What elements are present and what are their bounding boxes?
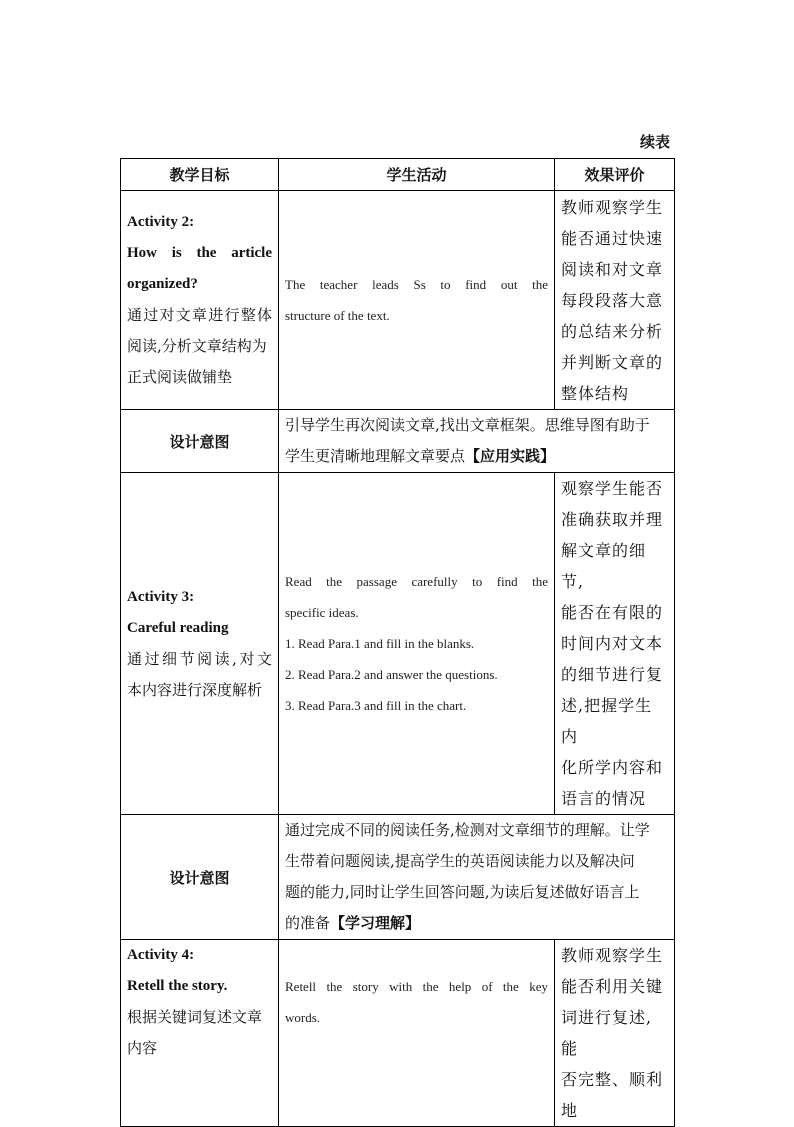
evaluation-text: 教师观察学生 (561, 946, 664, 965)
continued-label: 续表 (640, 133, 671, 151)
objective-desc: 阅读,分析文章结构为 (127, 337, 267, 355)
intent-line: 生带着问题阅读,提高学生的英语阅读能力以及解决问 (285, 852, 635, 870)
evaluation-text: 观察学生能否 (561, 479, 664, 498)
activity-text: 2. Read Para.2 and answer the questions. (285, 667, 498, 682)
table-row (121, 191, 675, 410)
evaluation-text: 时间内对文本 (561, 634, 664, 653)
lesson-plan-table (120, 158, 675, 1127)
evaluation-text: 的总结来分析 (561, 321, 664, 341)
evaluation-text: 每段段落大意 (561, 290, 664, 310)
evaluation-text: 教师观察学生 (561, 197, 664, 217)
objective-desc: 内容 (127, 1039, 158, 1057)
evaluation-text: 述,把握学生内 (561, 696, 653, 746)
evaluation-text: 能否在有限的 (561, 603, 664, 622)
objective-desc: 通过细节阅读,对文 (127, 649, 272, 668)
design-intent-label: 设计意图 (121, 410, 279, 473)
evaluation-cell (555, 191, 675, 410)
intent-line: 通过完成不同的阅读任务,检测对文章细节的理解。让学 (285, 821, 650, 839)
evaluation-cell (555, 473, 675, 815)
intent-line: 题的能力,同时让学生回答问题,为读后复述做好语言上 (285, 883, 640, 901)
activity-number: Activity 2: (127, 214, 195, 230)
objective-desc: 根据关键词复述文章 (127, 1008, 263, 1026)
activity-title: Careful reading (127, 619, 229, 636)
design-intent-label: 设计意图 (121, 815, 279, 940)
evaluation-text: 能否利用关键 (561, 977, 664, 996)
activity-number: Activity 4: (127, 947, 195, 963)
evaluation-text: 阅读和对文章 (561, 259, 664, 279)
activity-title: Retell the story. (127, 978, 228, 994)
header-row (121, 159, 675, 191)
activity-title: How is the article (127, 245, 272, 261)
activity-text: 3. Read Para.3 and fill in the chart. (285, 698, 467, 713)
header-objective: 教学目标 (121, 159, 279, 191)
activity-title: organized? (127, 276, 198, 292)
evaluation-text: 准确获取并理 (561, 510, 664, 529)
objective-cell (121, 191, 279, 410)
table-row (121, 940, 675, 1127)
objective-desc: 正式阅读做铺垫 (127, 368, 233, 386)
evaluation-text: 化所学内容和 (561, 758, 664, 777)
intent-line: 的准备 (285, 914, 331, 932)
intent-tag: 【应用实践】 (465, 447, 556, 465)
objective-desc: 本内容进行深度解析 (127, 680, 263, 699)
header-activity: 学生活动 (279, 159, 555, 191)
table-row (121, 473, 675, 815)
activity-text: words. (285, 1010, 321, 1025)
activity-cell (279, 191, 555, 410)
activity-text: 1. Read Para.1 and fill in the blanks. (285, 636, 475, 651)
activity-text: Retell the story with the help of the key (285, 979, 548, 994)
intent-tag: 【学习理解】 (330, 914, 421, 932)
objective-cell (121, 940, 279, 1127)
evaluation-text: 整体结构 (561, 383, 630, 403)
intent-line: 学生更清晰地理解文章要点 (285, 447, 466, 465)
evaluation-cell (555, 940, 675, 1127)
activity-cell (279, 473, 555, 815)
evaluation-text: 能否通过快速 (561, 228, 664, 248)
design-intent-text (279, 815, 675, 940)
objective-cell (121, 473, 279, 815)
activity-cell (279, 940, 555, 1127)
evaluation-text: 语言的情况 (561, 789, 647, 808)
evaluation-text: 并判断文章的 (561, 352, 664, 372)
evaluation-text: 解文章的细节, (561, 541, 647, 591)
activity-text: Read the passage carefully to find the (285, 574, 548, 589)
header-evaluation: 效果评价 (555, 159, 675, 191)
activity-number: Activity 3: (127, 588, 195, 605)
design-intent-row (121, 410, 675, 473)
design-intent-row (121, 815, 675, 940)
activity-text: The teacher leads Ss to find out the (285, 277, 548, 292)
evaluation-text: 否完整、顺利地 (561, 1070, 664, 1120)
evaluation-text: 词进行复述,能 (561, 1008, 653, 1058)
evaluation-text: 的细节进行复 (561, 665, 664, 684)
objective-desc: 通过对文章进行整体 (127, 306, 272, 324)
intent-line: 引导学生再次阅读文章,找出文章框架。思维导图有助于 (285, 416, 650, 434)
design-intent-text (279, 410, 675, 473)
activity-text: structure of the text. (285, 308, 390, 323)
activity-text: specific ideas. (285, 605, 359, 620)
